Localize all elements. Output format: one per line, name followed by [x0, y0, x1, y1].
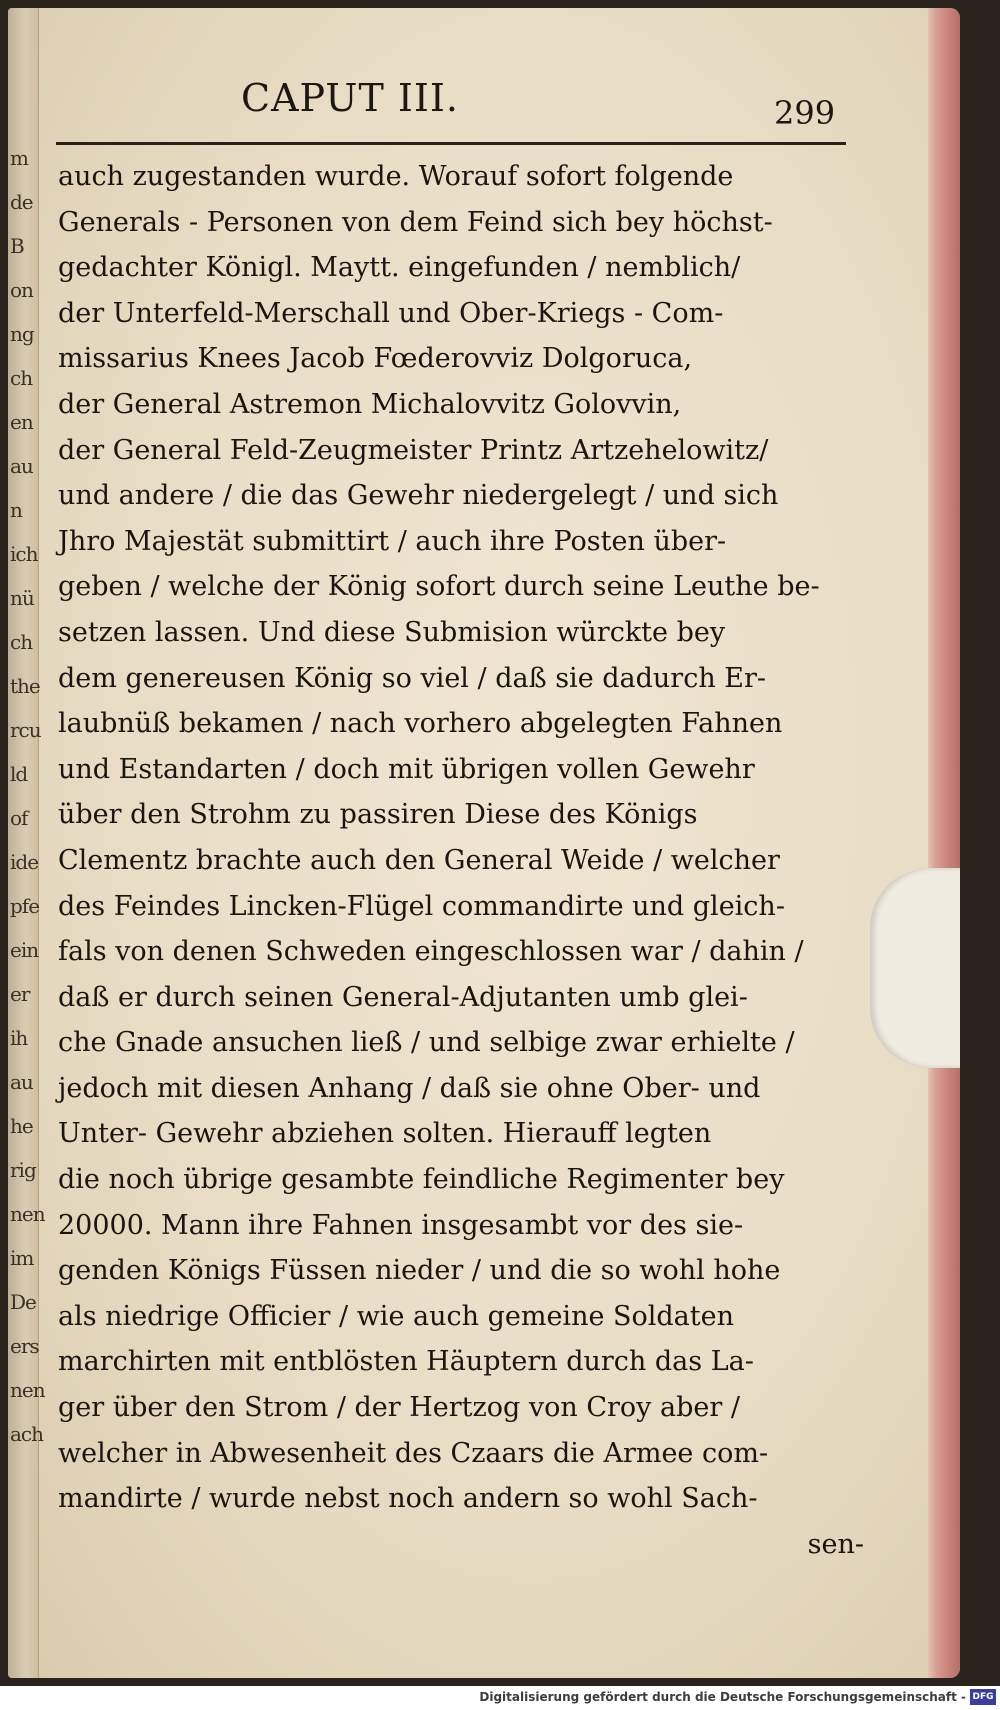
text-line: Unter- Gewehr abziehen solten. Hierauff legten: [58, 1118, 712, 1150]
text-line: missarius Knees Jacob Fœderovviz Dolgoruca,: [58, 343, 693, 375]
text-line: die noch übrige gesambte feindliche Regimenter bey: [58, 1164, 785, 1196]
previous-page-fragment: on: [10, 278, 33, 302]
text-line: und Estandarten / doch mit übrigen vollen Gewehr: [58, 753, 755, 785]
previous-page-fragment: ih: [10, 1026, 28, 1050]
text-line: Jhro Majestät submittirt / auch ihre Posten über-: [58, 525, 727, 557]
text-line: auch zugestanden wurde. Worauf sofort folgende: [58, 161, 734, 192]
text-line: Generals - Personen von dem Feind sich bey höchst-: [58, 206, 773, 238]
previous-page-fragment: De: [10, 1290, 36, 1314]
text-line: daß er durch seinen General-Adjutanten umb glei-: [58, 981, 748, 1013]
footer-bar: [0, 1686, 1000, 1710]
previous-page-fragment: en: [10, 410, 33, 434]
text-line: dem genereusen König so viel / daß sie dadurch Er-: [58, 662, 767, 694]
previous-page-fragment: ers: [10, 1334, 39, 1358]
text-line: mandirte / wurde nebst noch andern so wohl Sach-: [58, 1483, 758, 1515]
previous-page-fragment: ide: [10, 850, 39, 874]
previous-page-fragment: er: [10, 982, 30, 1006]
text-line: marchirten mit entblösten Häuptern durch das La-: [58, 1346, 754, 1378]
text-line: 20000. Mann ihre Fahnen insgesambt vor des sie-: [58, 1209, 744, 1241]
text-line: geben / welche der König sofort durch seine Leuthe be-: [58, 571, 820, 603]
text-line: welcher in Abwesenheit des Czaars die Armee com-: [58, 1437, 769, 1469]
previous-page-fragment: nü: [10, 586, 34, 610]
text-line: der General Feld-Zeugmeister Printz Artzehelowitz/: [58, 434, 769, 466]
previous-page-fragment: ch: [10, 366, 33, 390]
previous-page-fragment: nen: [10, 1202, 45, 1226]
previous-page-fragment: ng: [10, 322, 34, 346]
page-clasp: [870, 868, 960, 1068]
text-line: als niedrige Officier / wie auch gemeine Soldaten: [58, 1300, 735, 1332]
previous-page-fragment: ld: [10, 762, 28, 786]
text-line: genden Königs Füssen nieder / und die so wohl hohe: [58, 1255, 781, 1287]
footer-credit: Digitalisierung gefördert durch die Deutsche Forschungsgemeinschaft -: [479, 1690, 966, 1704]
text-line: laubnüß bekamen / nach vorhero abgelegten Fahnen: [58, 708, 783, 740]
previous-page-fragment: of: [10, 806, 28, 830]
text-line: der Unterfeld-Merschall und Ober-Kriegs - Com-: [58, 297, 724, 329]
previous-page-fragment: ein: [10, 938, 39, 962]
previous-page-fragment: de: [10, 190, 33, 214]
body-text: [58, 154, 878, 1567]
text-line: setzen lassen. Und diese Submision würckte bey: [58, 616, 726, 648]
catchword: sen-: [807, 1528, 864, 1560]
header-rule: [56, 142, 846, 145]
previous-page-fragment: au: [10, 454, 33, 478]
previous-page-fragment: rig: [10, 1158, 36, 1182]
text-line: fals von denen Schweden eingeschlossen war / dahin /: [58, 936, 804, 968]
dfg-logo: DFG: [970, 1689, 996, 1705]
previous-page-fragment: pfe: [10, 894, 40, 918]
previous-page-fragment: nen: [10, 1378, 45, 1402]
text-line: gedachter Königl. Maytt. eingefunden / nemblich/: [58, 252, 741, 284]
text-line: Clementz brachte auch den General Weide / welcher: [58, 844, 780, 876]
text-line: und andere / die das Gewehr niedergelegt / und sich: [58, 480, 779, 512]
text-line: der General Astremon Michalovvitz Golovvin,: [58, 388, 682, 420]
text-line: ger über den Strom / der Hertzog von Croy aber /: [58, 1392, 740, 1424]
previous-page-fragment: B: [10, 234, 24, 258]
previous-page-fragment: he: [10, 1114, 33, 1138]
previous-page-fragment: ch: [10, 630, 33, 654]
running-head: CAPUT III.: [241, 76, 459, 120]
previous-page-fragment: ach: [10, 1422, 44, 1446]
page-edge-red: [928, 8, 960, 1678]
text-line: über den Strohm zu passiren Diese des Königs: [58, 799, 698, 831]
text-line: jedoch mit diesen Anhang / daß sie ohne Ober- und: [58, 1072, 761, 1104]
text-line: che Gnade ansuchen ließ / und selbige zwar erhielte /: [58, 1027, 795, 1059]
previous-page-fragment: n: [10, 498, 22, 522]
previous-page-fragment: ich: [10, 542, 38, 566]
page-number: 299: [774, 94, 836, 132]
previous-page-fragment: m: [10, 146, 28, 170]
text-line: des Feindes Lincken-Flügel commandirte und gleich-: [58, 890, 785, 922]
previous-page-fragment: the: [10, 674, 40, 698]
previous-page-fragment: im: [10, 1246, 34, 1270]
previous-page-fragment: au: [10, 1070, 33, 1094]
book-page: [8, 8, 960, 1678]
previous-page-edge: [8, 8, 45, 1678]
previous-page-fragment: rcu: [10, 718, 41, 742]
